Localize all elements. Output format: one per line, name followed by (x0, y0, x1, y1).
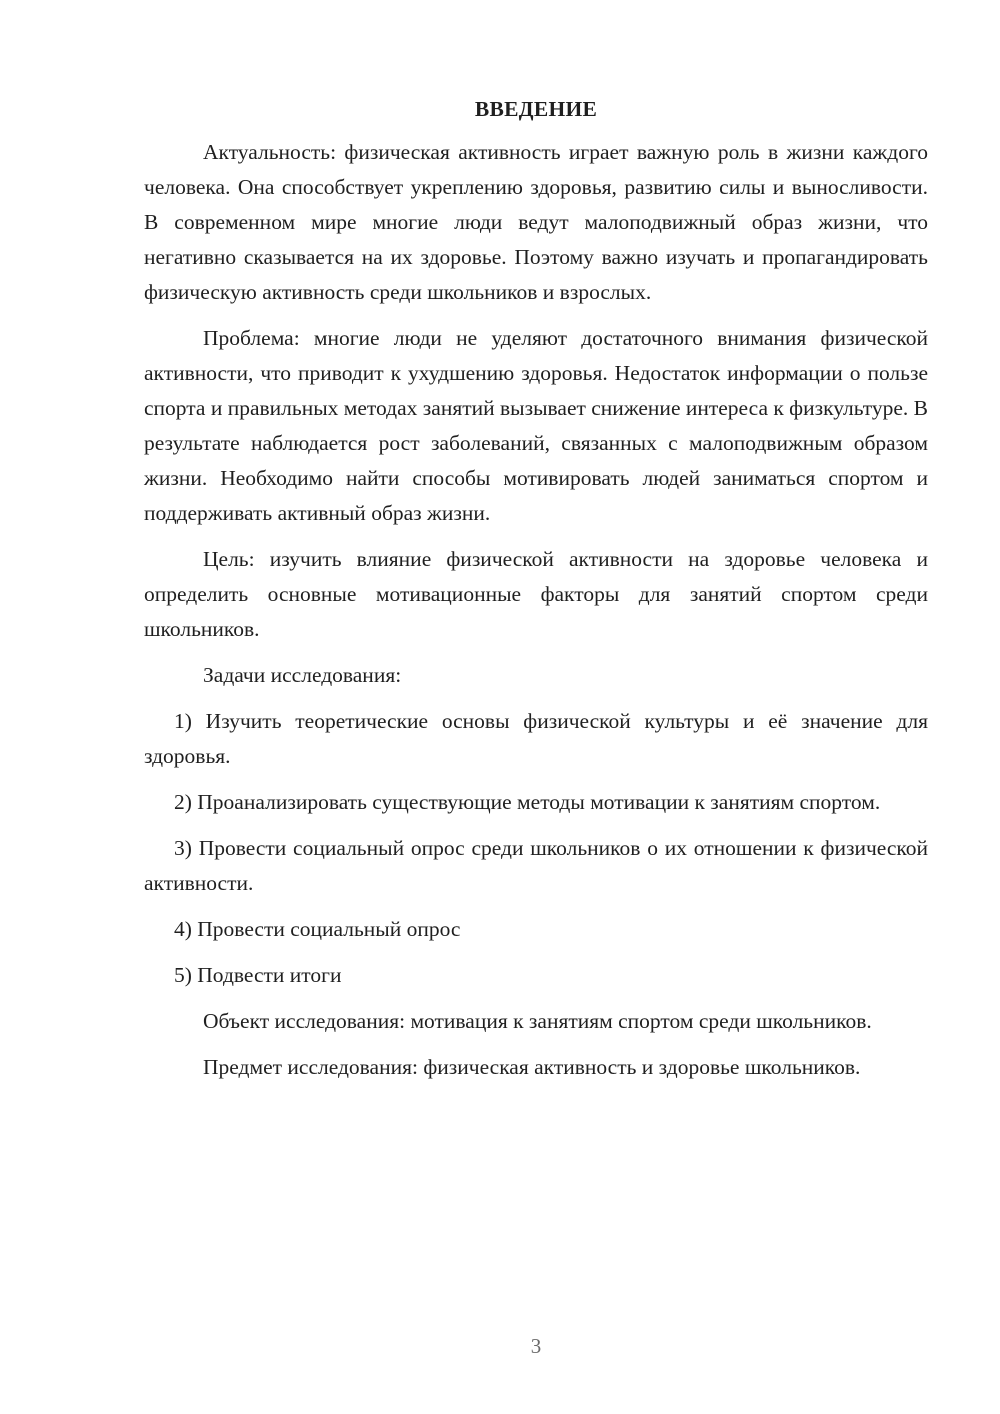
research-subject-paragraph: Предмет исследования: физическая активность и здоровье школьников. (203, 1055, 861, 1079)
document-page (144, 92, 928, 1096)
section-title: ВВЕДЕНИЕ (474, 97, 598, 121)
task-item-1: 1) Изучить теоретические основы физической культуры и её значение для здоровья. (144, 709, 928, 768)
task-item-3: 3) Провести социальный опрос среди школьников о их отношении к физической активности. (144, 836, 928, 895)
goal-paragraph: Цель: изучить влияние физической активности на здоровье человека и определить основные мотивационные факторы для занятий спортом среди школьников. (144, 547, 928, 641)
task-item-5: 5) Подвести итоги (174, 963, 342, 987)
problem-paragraph: Проблема: многие люди не уделяют достаточного внимания физической активности, что приводит к ухудшению здоровья. Недостаток информации о пользе спорта и правильных методах занятий вызывает снижение интереса к физкультуре. В результате наблюдается рост заболеваний, связанных с малоподвижным образом жизни. Необходимо найти способы мотивировать людей заниматься спортом и поддерживать активный образ жизни. (144, 326, 929, 525)
relevance-paragraph: Актуальность: физическая активность играет важную роль в жизни каждого человека. Она способствует укреплению здоровья, развитию силы и выносливости. В современном мире многие люди ведут малоподвижный образ жизни, что негативно сказывается на их здоровье. Поэтому важно изучать и пропагандировать физическую активность среди школьников и взрослых. (144, 140, 928, 304)
research-object-paragraph: Объект исследования: мотивация к занятиям спортом среди школьников. (203, 1009, 872, 1033)
task-item-2: 2) Проанализировать существующие методы мотивации к занятиям спортом. (174, 790, 881, 814)
task-item-4: 4) Провести социальный опрос (174, 917, 461, 941)
tasks-heading: Задачи исследования: (203, 663, 402, 687)
page-number: 3 (530, 1334, 542, 1358)
